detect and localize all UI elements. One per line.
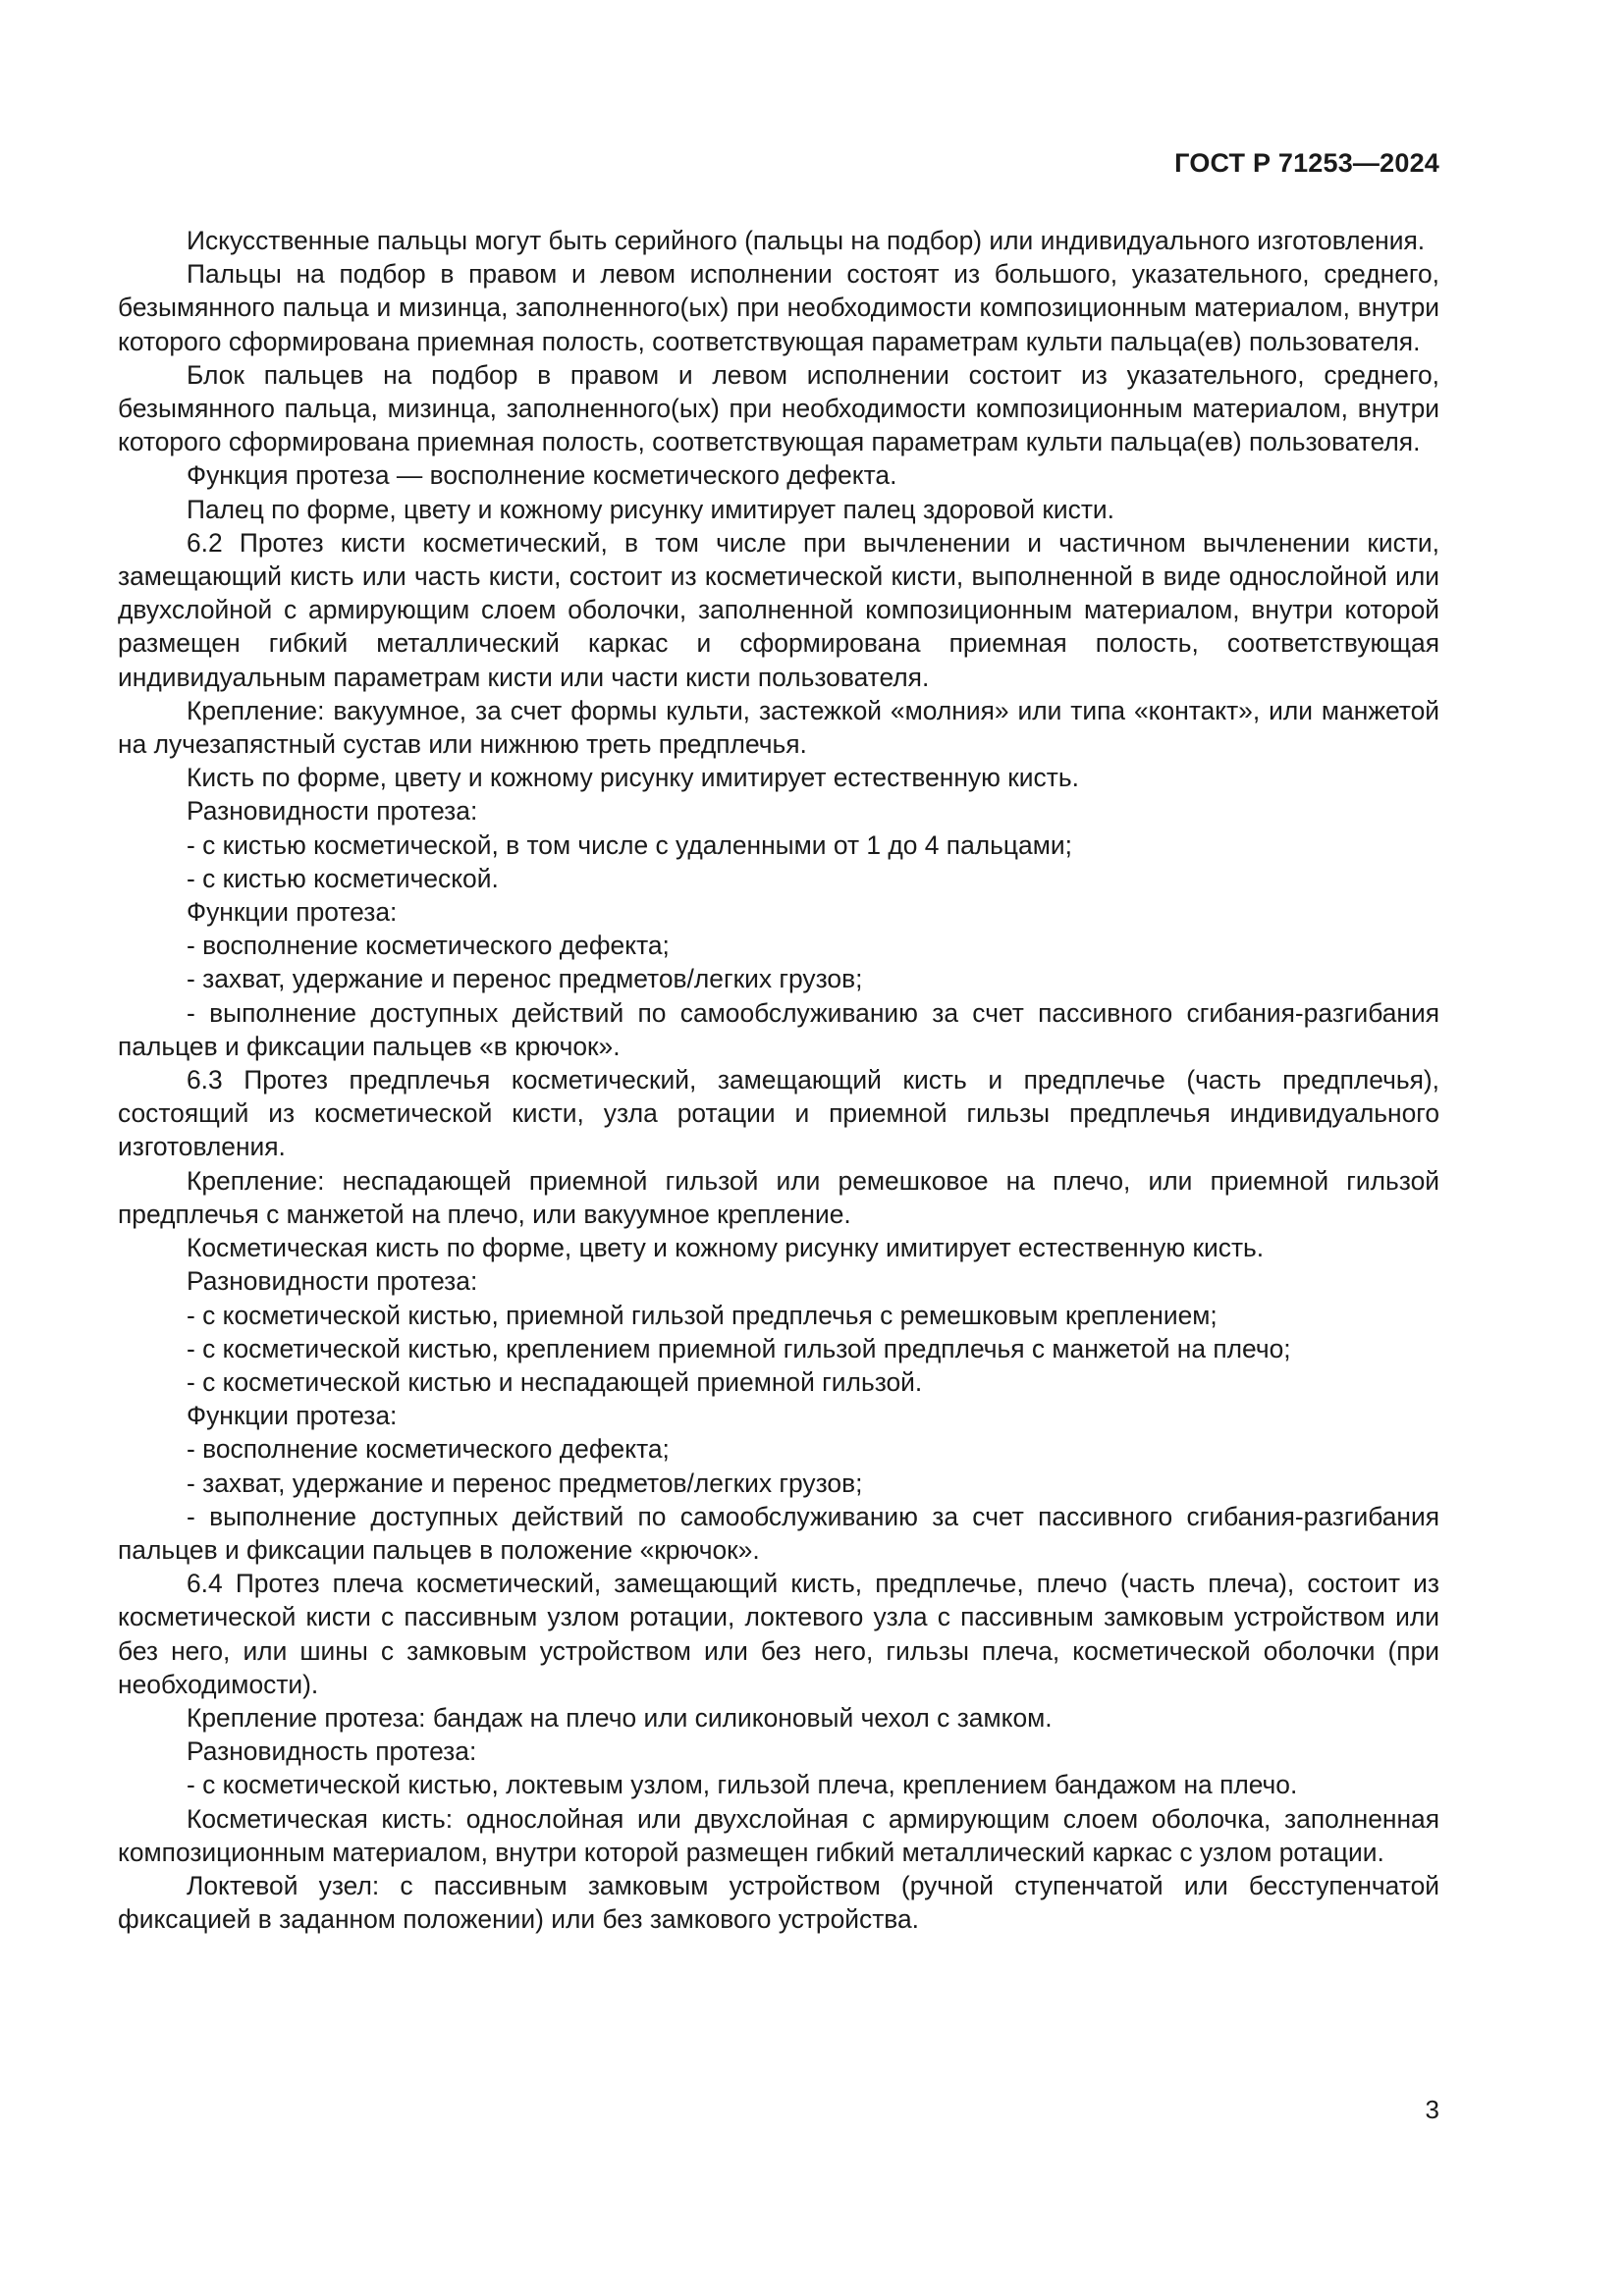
list-heading: Функции протеза: <box>187 897 398 928</box>
paragraph: Палец по форме, цвету и кожному рисунку имитирует палец здоровой кисти. <box>187 494 1115 524</box>
paragraph: Крепление протеза: бандаж на плечо или силиконовый чехол с замком. <box>187 1702 1053 1733</box>
paragraph: Искусственные пальцы могут быть серийного (пальцы на подбор) или индивидуального изготовления. <box>187 226 1426 255</box>
list-heading: Разновидности протеза: <box>187 796 478 827</box>
paragraph: Косметическая кисть по форме, цвету и кожному рисунку имитирует естественную кисть. <box>187 1233 1265 1263</box>
list-item: - с косметической кистью, приемной гильзой предплечья с ремешковым креплением; <box>187 1300 1218 1330</box>
paragraph: Крепление: неспадающей приемной гильзой или ремешковое на плечо, или приемной гильзой предплечья с манжетой на плечо, или вакуумное крепление. <box>118 1165 1439 1229</box>
section-6-2-paragraph: 6.2 Протез кисти косметический, в том числе при вычленении и частичном вычленении кисти, замещающий кисть или часть кисти, состоит из косметической кисти, выполненной в виде однослойной или двухслойной с армирующим слоем оболочки, заполненной композиционным материалом, внутри которой размещен гибкий металлический каркас и сформирована приемная полость, соответствующая индивидуальным параметрам кисти или части кисти пользователя. <box>118 527 1439 692</box>
list-item: - выполнение доступных действий по самообслуживанию за счет пассивного сгибания-разгибания пальцев и фиксации пальцев в положение «крючок». <box>118 1501 1439 1565</box>
list-item: - с косметической кистью и неспадающей приемной гильзой. <box>187 1366 923 1397</box>
standard-designation: ГОСТ Р 71253—2024 <box>1174 148 1439 178</box>
page-number: 3 <box>1425 2095 1439 2124</box>
paragraph: Кисть по форме, цвету и кожному рисунку имитирует естественную кисть. <box>187 763 1079 793</box>
document-body <box>118 224 1439 1936</box>
section-6-4-paragraph: 6.4 Протез плеча косметический, замещающий кисть, предплечье, плечо (часть плеча), состоит из косметической кисти с пассивным узлом ротации, локтевого узла с пассивным замковым устройством или без него, или шины с замковым устройством или без него, гильзы плеча, косметической оболочки (при необходимости). <box>118 1569 1439 1699</box>
paragraph: Блок пальцев на подбор в правом и левом исполнении состоит из указательного, среднего, безымянного пальца, мизинца, заполненного(ых) при необходимости композиционным материалом, внутри которого сформирована приемная полость, соответствующая параметрам культи пальца(ев) пользователя. <box>118 359 1439 457</box>
list-item: - с кистью косметической. <box>187 863 499 893</box>
paragraph: Функция протеза — восполнение косметического дефекта. <box>187 460 897 491</box>
list-item: - восполнение косметического дефекта; <box>187 931 670 961</box>
list-heading: Разновидность протеза: <box>187 1736 477 1767</box>
list-item: - с кистью косметической, в том числе с удаленными от 1 до 4 пальцами; <box>187 829 1072 860</box>
paragraph: Крепление: вакуумное, за счет формы культи, застежкой «молния» или типа «контакт», или манжетой на лучезапястный сустав или нижнюю треть предплечья. <box>118 695 1439 760</box>
section-6-3-paragraph: 6.3 Протез предплечья косметический, замещающий кисть и предплечье (часть предплечья), состоящий из косметической кисти, узла ротации и приемной гильзы предплечья индивидуального изготовления. <box>118 1065 1439 1162</box>
list-item: - выполнение доступных действий по самообслуживанию за счет пассивного сгибания-разгибания пальцев и фиксации пальцев «в крючок». <box>118 997 1439 1061</box>
list-item: - захват, удержание и перенос предметов/легких грузов; <box>187 1468 863 1498</box>
paragraph: Косметическая кисть: однослойная или двухслойная с армирующим слоем оболочка, заполненная композиционным материалом, внутри которой размещен гибкий металлический каркас с узлом ротации. <box>118 1803 1439 1867</box>
list-heading: Разновидности протеза: <box>187 1266 478 1297</box>
list-item: - с косметической кистью, креплением приемной гильзой предплечья с манжетой на плечо; <box>187 1333 1291 1363</box>
list-item: - восполнение косметического дефекта; <box>187 1434 670 1465</box>
list-heading: Функции протеза: <box>187 1401 398 1431</box>
paragraph: Пальцы на подбор в правом и левом исполнении состоят из большого, указательного, среднего, безымянного пальца и мизинца, заполненного(ых) при необходимости композиционным материалом, внутри которого сформирована приемная полость, соответствующая параметрам культи пальца(ев) пользователя. <box>118 259 1439 356</box>
paragraph: Локтевой узел: с пассивным замковым устройством (ручной ступенчатой или бесступенчатой фиксацией в заданном положении) или без замкового устройства. <box>118 1870 1439 1935</box>
list-item: - с косметической кистью, локтевым узлом, гильзой плеча, креплением бандажом на плечо. <box>187 1770 1298 1800</box>
list-item: - захват, удержание и перенос предметов/легких грузов; <box>187 964 863 994</box>
